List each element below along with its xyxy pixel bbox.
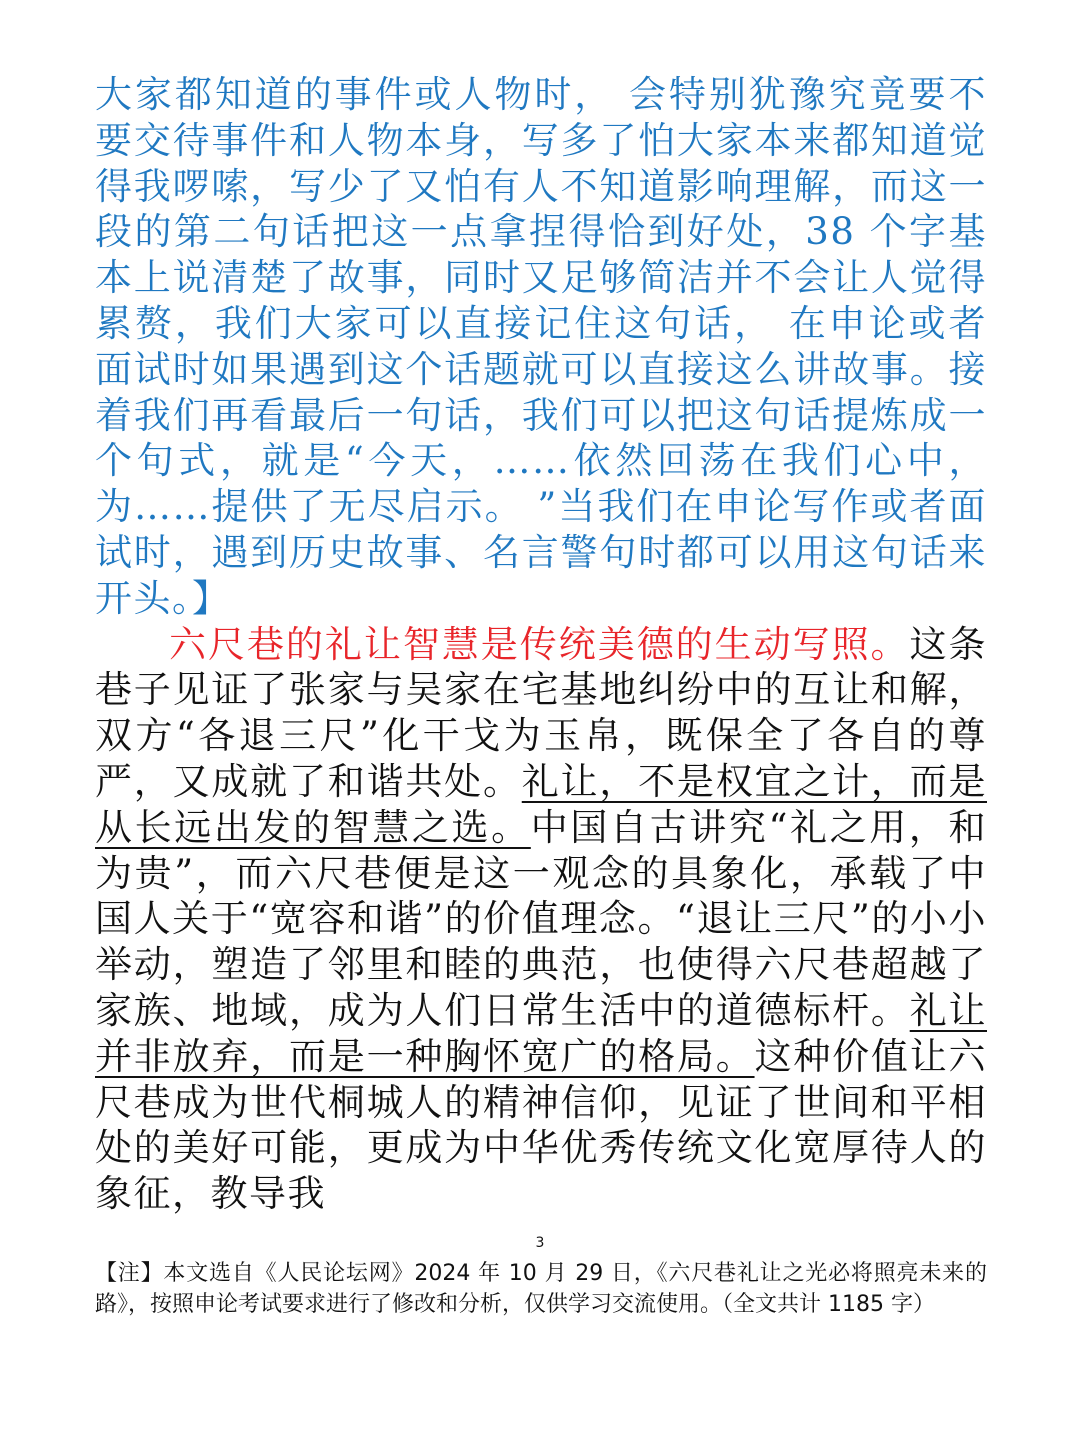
topic-sentence: 六尺巷的礼让智慧是传统美德的生动写照。 (169, 622, 910, 666)
source-note: 【注】本文选自《人民论坛网》2024 年 10 月 29 日，《六尺巷礼让之光必将照亮未来的路》，按照申论考试要求进行了修改和分析，仅供学习交流使用。（全文共计 1185 字） (95, 1261, 987, 1317)
paragraph-segment-1: 这条巷子见证了张家与吴家在宅基地纠纷中的互让和解，双方“各退三尺”化干戈为玉帛，既保全了各自的尊严，又成就了和谐共处。 (95, 622, 988, 803)
main-paragraph (95, 622, 987, 1217)
paragraph-segment-3: 这种价值让六尺巷成为世代桐城人的精神信仰，见证了世间和平相处的美好可能，更成为中华优秀传统文化宽厚待人的象征，教导我 (95, 1034, 988, 1216)
underlined-sentence-1: 礼让，不是权宜之计，而是从长远出发的智慧之选。 (95, 759, 987, 849)
page-number: 3 (535, 1235, 545, 1251)
body-text (95, 72, 987, 1217)
commentary-paragraph: 大家都知道的事件或人物时， 会特别犹豫究竟要不要交待事件和人物本身，写多了怕大家本来都知道觉得我啰嗦，写少了又怕有人不知道影响理解，而这一段的第二句话把这一点拿捏得恰到好处，38 个字基本上说清楚了故事，同时又足够简洁并不会让人觉得累赘，我们大家可以直接记住这句话， 在申论或者面试时如果遇到这个话题就可以直接这么讲故事。接着我们再看最后一句话，我们可以把这句话提炼成一个句式，就是“今天，……依然回荡在我们心中，为……提供了无尽启示。 ”当我们在申论写作或者面试时，遇到历史故事、名言警句时都可以用这句话来开头。】 (95, 73, 987, 620)
paragraph-segment-2: 中国自古讲究“礼之用，和为贵”，而六尺巷便是这一观念的具象化，承载了中国人关于“宽容和谐”的价值理念。“退让三尺”的小小举动，塑造了邻里和睦的典范，也使得六尺巷超越了家族、地域，成为人们日常生活中的道德标杆。 (95, 805, 988, 1032)
underlined-sentence-2: 礼让并非放弃，而是一种胸怀宽广的格局。 (95, 988, 987, 1078)
